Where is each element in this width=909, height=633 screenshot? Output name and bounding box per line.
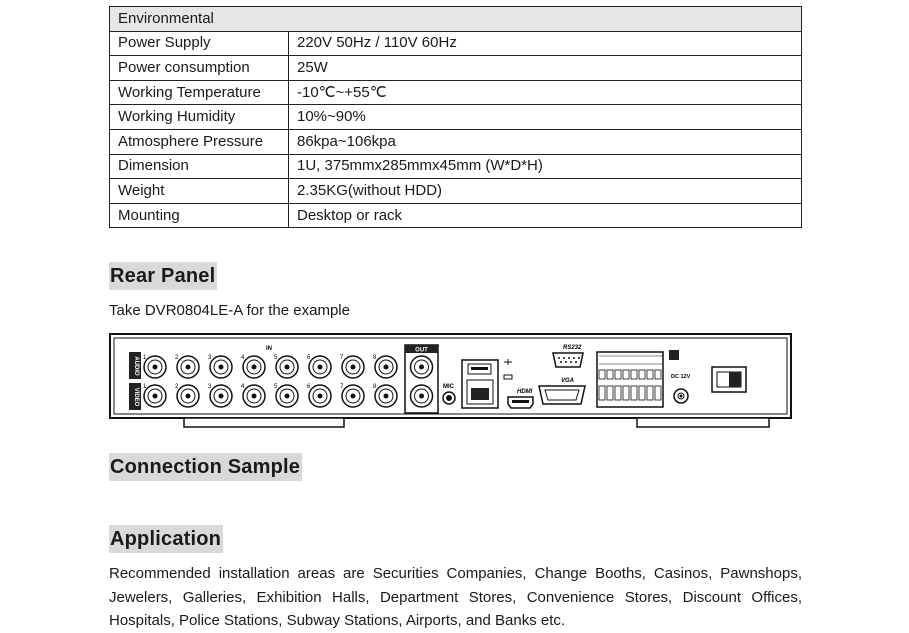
channel-number-video-2: 2 <box>175 384 179 390</box>
channel-number-audio-8: 8 <box>373 355 377 361</box>
table-row <box>110 129 802 154</box>
channel-number-audio-7: 7 <box>340 355 344 361</box>
table-row <box>110 31 802 56</box>
chassis-foot-right <box>637 418 769 427</box>
spec-label: Atmosphere Pressure <box>110 129 289 154</box>
channel-number-audio-2: 2 <box>175 355 179 361</box>
vga-label: VGA <box>561 378 575 384</box>
connection-sample-heading: Connection Sample <box>109 453 302 481</box>
bnc-connector-video-2 <box>177 385 199 407</box>
out-label: OUT <box>415 347 428 354</box>
table-row <box>110 56 802 81</box>
spec-value: 25W <box>289 56 802 81</box>
vga-port <box>539 386 585 404</box>
bnc-connector-audio-8 <box>375 356 397 378</box>
spec-label: Working Humidity <box>110 105 289 130</box>
channel-number-audio-1: 1 <box>143 355 147 361</box>
channel-number-video-4: 4 <box>241 384 245 390</box>
spec-value: -10℃~+55℃ <box>289 80 802 105</box>
application-text: Recommended installation areas are Securities Companies, Change Booths, Casinos, Pawnshops, Jewelers, Galleries, Exhibition Halls, Department Stores, Convenience Stores, Discount Offices, Hospitals, Police Stations, Subway Stations, Airports, and Banks etc. <box>109 565 802 629</box>
channel-number-video-7: 7 <box>340 384 344 390</box>
audio-label: AUDIO <box>133 356 139 376</box>
channel-number-audio-4: 4 <box>241 355 245 361</box>
bnc-connector-video-8 <box>375 385 397 407</box>
bnc-connector-video-4 <box>243 385 265 407</box>
channel-number-video-6: 6 <box>307 384 311 390</box>
rs232-label: RS232 <box>563 345 582 351</box>
spec-label: Weight <box>110 179 289 204</box>
in-label: IN <box>266 346 272 352</box>
mic-label: MIC <box>443 384 454 390</box>
dc12v-label: DC 12V <box>671 374 691 380</box>
bnc-connector-video-7 <box>342 385 364 407</box>
spec-label: Dimension <box>110 154 289 179</box>
table-header-row <box>110 7 802 32</box>
lan-port-socket <box>471 388 489 400</box>
usb-port-tongue <box>471 367 488 370</box>
bnc-connector-video-out <box>411 385 433 407</box>
application-heading: Application <box>109 525 223 553</box>
bnc-connector-video-3 <box>210 385 232 407</box>
table-row <box>110 179 802 204</box>
table-row <box>110 80 802 105</box>
chassis-foot-left <box>184 418 344 427</box>
spec-value: 2.35KG(without HDD) <box>289 179 802 204</box>
channel-number-audio-6: 6 <box>307 355 311 361</box>
rear-panel-heading: Rear Panel <box>109 262 217 290</box>
rs232-port <box>553 353 583 367</box>
table-row <box>110 154 802 179</box>
channel-number-audio-5: 5 <box>274 355 278 361</box>
channel-number-video-8: 8 <box>373 384 377 390</box>
table-row <box>110 105 802 130</box>
bnc-connector-audio-out <box>411 356 433 378</box>
spec-value: Desktop or rack <box>289 203 802 228</box>
spec-label: Mounting <box>110 203 289 228</box>
spec-value: 10%~90% <box>289 105 802 130</box>
hdmi-label: HDMI <box>517 389 533 395</box>
channel-number-video-5: 5 <box>274 384 278 390</box>
bnc-connector-audio-1 <box>144 356 166 378</box>
video-label: VIDEO <box>133 387 139 407</box>
bnc-connector-audio-3 <box>210 356 232 378</box>
table-row <box>110 203 802 228</box>
bnc-connector-audio-7 <box>342 356 364 378</box>
dc-power-jack <box>674 389 688 403</box>
bnc-connector-audio-5 <box>276 356 298 378</box>
spec-label: Power Supply <box>110 31 289 56</box>
bnc-connector-video-6 <box>309 385 331 407</box>
bnc-connector-audio-2 <box>177 356 199 378</box>
bnc-connector-audio-4 <box>243 356 265 378</box>
bnc-connector-audio-6 <box>309 356 331 378</box>
spec-value: 86kpa~106kpa <box>289 129 802 154</box>
mic-jack <box>443 392 455 404</box>
channel-number-video-3: 3 <box>208 384 212 390</box>
channel-number-video-1: 1 <box>143 384 147 390</box>
spec-label: Working Temperature <box>110 80 289 105</box>
spec-value: 220V 50Hz / 110V 60Hz <box>289 31 802 56</box>
hdmi-port-contacts <box>512 400 529 403</box>
power-switch <box>712 367 746 392</box>
table-header-cell: Environmental <box>110 7 802 32</box>
spec-label: Power consumption <box>110 56 289 81</box>
bnc-connector-video-5 <box>276 385 298 407</box>
rear-panel-caption: Take DVR0804LE-A for the example <box>109 302 350 319</box>
channel-number-audio-3: 3 <box>208 355 212 361</box>
spec-value: 1U, 375mmx285mmx45mm (W*D*H) <box>289 154 802 179</box>
bnc-connector-video-1 <box>144 385 166 407</box>
dvr-rear-panel-illustration <box>109 330 792 430</box>
environmental-spec-table <box>109 6 802 228</box>
